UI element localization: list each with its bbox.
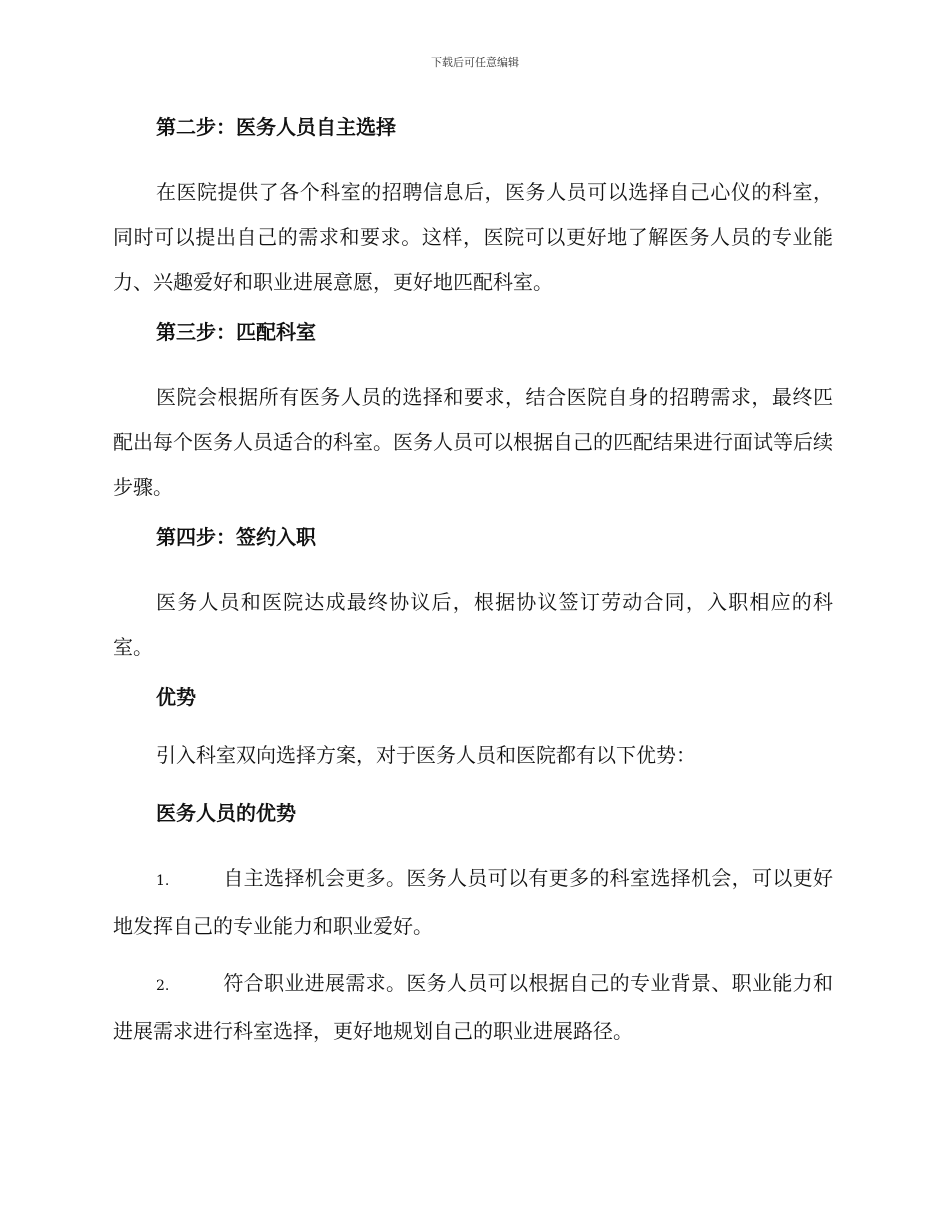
page-header-note: 下载后可任意编辑 — [431, 56, 519, 69]
section-heading-staff-advantages: 医务人员的优势 — [156, 801, 296, 825]
list-item-number: 2. — [156, 978, 170, 994]
section-heading-step3: 第三步：匹配科室 — [156, 320, 316, 344]
advantages-intro: 引入科室双向选择方案，对于医务人员和医院都有以下优势： — [156, 743, 696, 767]
list-item — [113, 856, 833, 949]
section-paragraph-step2: 在医院提供了各个科室的招聘信息后，医务人员可以选择自己心仪的科室，同时可以提出自己的需求和要求。这样，医院可以更好地了解医务人员的专业能力、兴趣爱好和职业进展意愿，更好地匹配科室。 — [113, 180, 833, 294]
section-heading-step4: 第四步：签约入职 — [156, 525, 316, 549]
list-item-number: 1. — [156, 873, 170, 889]
section-paragraph-step4: 医务人员和医院达成最终协议后，根据协议签订劳动合同，入职相应的科室。 — [113, 590, 833, 659]
list-item-text: 符合职业进展需求。医务人员可以根据自己的专业背景、职业能力和进展需求进行科室选择，更好地规划自己的职业进展路径。 — [113, 971, 833, 1043]
section-paragraph-step3: 医院会根据所有医务人员的选择和要求，结合医院自身的招聘需求，最终匹配出每个医务人员适合的科室。医务人员可以根据自己的匹配结果进行面试等后续步骤。 — [113, 385, 833, 499]
section-heading-advantages: 优势 — [156, 685, 196, 709]
document-body — [113, 112, 833, 1066]
section-heading-step2: 第二步：医务人员自主选择 — [156, 115, 396, 139]
list-item-text: 自主选择机会更多。医务人员可以有更多的科室选择机会，可以更好地发挥自己的专业能力和职业爱好。 — [113, 866, 833, 938]
list-item — [113, 961, 833, 1054]
